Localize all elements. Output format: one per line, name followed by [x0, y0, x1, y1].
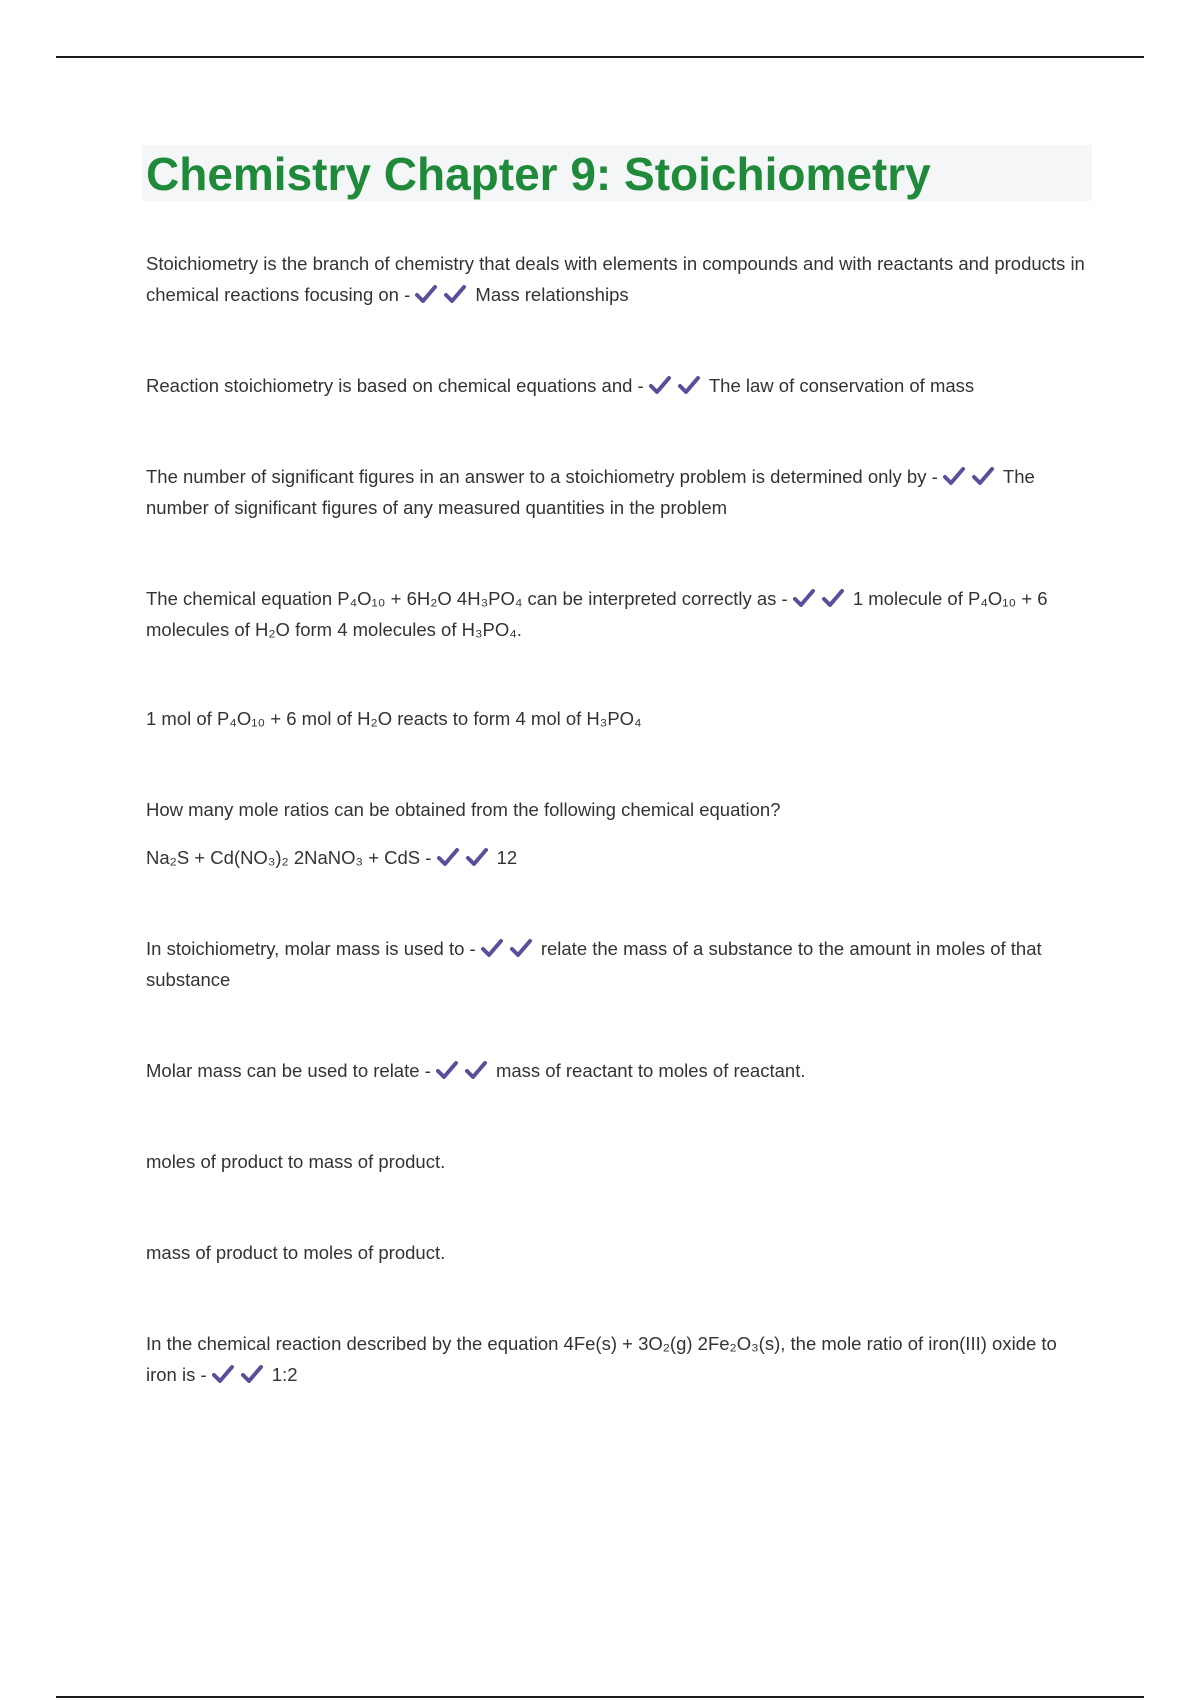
qa-item-12 — [146, 1328, 1090, 1390]
bottom-rule — [56, 1696, 1144, 1698]
qa-item-4 — [146, 583, 1090, 645]
text-item-5: 1 mol of P₄O₁₀ + 6 mol of H₂O reacts to form 4 mol of H₃PO₄ — [146, 708, 642, 729]
question-text: Na₂S + Cd(NO₃)₂ 2NaNO₃ + CdS - — [146, 847, 432, 868]
text-item-11: mass of product to moles of product. — [146, 1242, 446, 1263]
qa-item-3 — [146, 461, 1090, 523]
double-checkmark-icon — [212, 1364, 272, 1384]
question-text: The number of significant figures in an answer to a stoichiometry problem is determined only by - — [146, 466, 938, 487]
double-checkmark-icon — [481, 938, 541, 958]
qa-item-7 — [146, 842, 1090, 873]
qa-item-8 — [146, 933, 1090, 995]
question-text: Reaction stoichiometry is based on chemical equations and - — [146, 375, 644, 396]
answer-text: The number of significant figures of any measured quantities in the problem — [146, 466, 1035, 518]
double-checkmark-icon — [437, 847, 497, 867]
answer-text: The law of conservation of mass — [708, 375, 975, 396]
qa-item-1 — [146, 248, 1090, 310]
page-title: Chemistry Chapter 9: Stoichiometry — [146, 148, 931, 200]
answer-text: 1:2 — [271, 1364, 298, 1385]
qa-item-2 — [146, 370, 1090, 401]
question-text: Stoichiometry is the branch of chemistry that deals with elements in compounds and with reactants and products in chemical reactions focusing on - — [146, 253, 1085, 305]
qa-item-9 — [146, 1055, 1090, 1086]
double-checkmark-icon — [436, 1060, 496, 1080]
document-body — [146, 248, 1090, 1390]
answer-text: relate the mass of a substance to the amount in moles of that substance — [146, 938, 1042, 990]
top-rule — [56, 56, 1144, 58]
answer-text: Mass relationships — [475, 284, 629, 305]
question-text: The chemical equation P₄O₁₀ + 6H₂O 4H₃PO₄ can be interpreted correctly as - — [146, 588, 788, 609]
double-checkmark-icon — [415, 284, 475, 304]
text-item-10: moles of product to mass of product. — [146, 1151, 446, 1172]
question-text: Molar mass can be used to relate - — [146, 1060, 431, 1081]
answer-text: 1 molecule of P₄O₁₀ + 6 molecules of H₂O form 4 molecules of H₃PO₄. — [146, 588, 1048, 640]
answer-text: mass of reactant to moles of reactant. — [495, 1060, 806, 1081]
double-checkmark-icon — [649, 375, 709, 395]
double-checkmark-icon — [793, 588, 853, 608]
text-item-6: How many mole ratios can be obtained from the following chemical equation? — [146, 799, 781, 820]
double-checkmark-icon — [943, 466, 1003, 486]
question-text: In the chemical reaction described by the equation 4Fe(s) + 3O₂(g) 2Fe₂O₃(s), the mole ratio of iron(III) oxide to iron is - — [146, 1333, 1057, 1385]
question-text: In stoichiometry, molar mass is used to - — [146, 938, 476, 959]
answer-text: 12 — [496, 847, 518, 868]
